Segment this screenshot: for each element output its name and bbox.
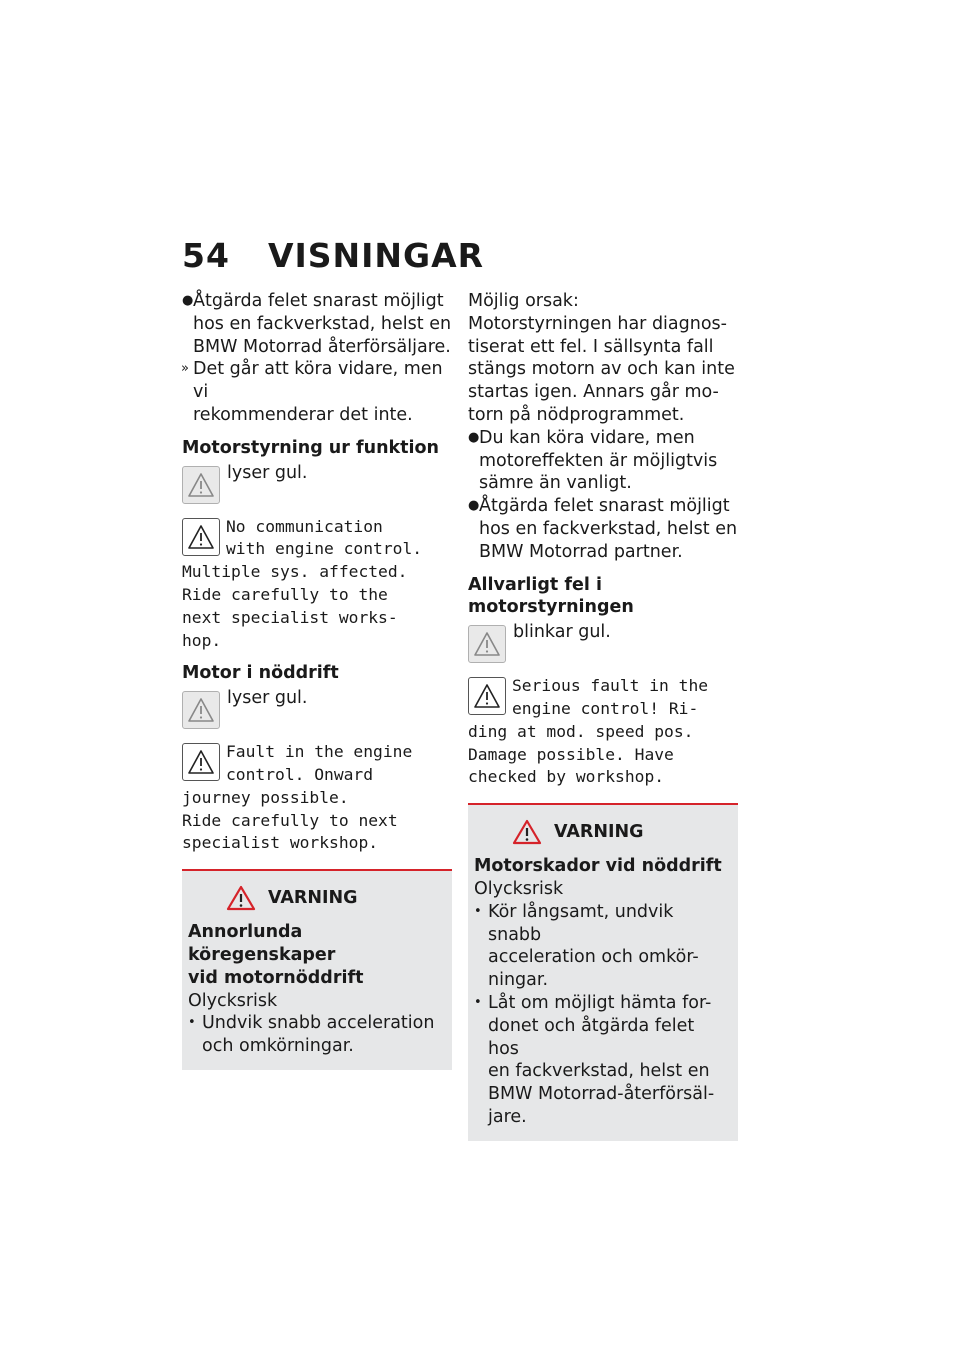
indicator-row xyxy=(182,687,452,731)
warning-risk: Olycksrisk xyxy=(188,990,278,1011)
line: Låt om möjligt hämta for- xyxy=(488,992,712,1013)
display-line: Serious fault in the xyxy=(512,676,709,696)
warning-light-icon xyxy=(182,691,220,729)
warning-label: VARNING xyxy=(268,887,358,908)
display-line: engine control! Ri- xyxy=(512,698,699,718)
line: stängs motorn av och kan inte xyxy=(468,359,735,380)
line: hos en fackverkstad, helst en xyxy=(193,313,452,334)
page-header xyxy=(182,236,484,275)
list-item xyxy=(182,290,452,358)
display-line: with engine control. xyxy=(226,539,423,559)
bullet-icon: ● xyxy=(468,429,480,445)
warning-box xyxy=(468,803,738,1141)
right-column xyxy=(468,290,738,1141)
line: Du kan köra vidare, men xyxy=(479,427,695,448)
line: Undvik snabb acceleration xyxy=(202,1013,435,1034)
warning-header xyxy=(226,885,444,911)
line: tiserat ett fel. I sällsynta fall xyxy=(468,336,714,357)
line: acceleration och omkör- xyxy=(488,947,699,968)
line: och omkörningar. xyxy=(202,1036,354,1057)
warning-triangle-icon xyxy=(182,743,220,781)
line: torn på nödprogrammet. xyxy=(468,404,685,425)
warning-risk: Olycksrisk xyxy=(474,878,564,899)
display-line: hop. xyxy=(182,630,222,650)
section-title: VISNINGAR xyxy=(267,236,485,275)
display-message xyxy=(182,741,452,855)
list-item xyxy=(468,495,738,563)
display-line: No communication xyxy=(226,516,383,536)
line: ningar. xyxy=(488,970,549,991)
warning-header xyxy=(512,819,730,845)
warning-light-icon xyxy=(182,466,220,504)
list-item xyxy=(182,358,452,426)
display-line: Multiple sys. affected. xyxy=(182,562,408,582)
warning-light-icon xyxy=(468,625,506,663)
line: jare. xyxy=(488,1106,527,1127)
line: Kör långsamt, undvik snabb xyxy=(488,901,674,945)
warning-triangle-icon xyxy=(182,518,220,556)
bullet-icon: • xyxy=(188,1015,196,1031)
line: BMW Motorrad återförsäljare. xyxy=(193,336,451,357)
display-line: specialist workshop. xyxy=(182,833,379,853)
display-line: Fault in the engine xyxy=(226,742,413,762)
indicator-text: lyser gul. xyxy=(227,688,308,709)
line: Det går att köra vidare, men vi xyxy=(193,359,443,403)
warning-title: Motorskador vid nöddrift xyxy=(474,856,722,877)
warning-triangle-icon xyxy=(468,677,506,715)
warning-box xyxy=(182,869,452,1070)
line: motoreffekten är möjligtvis xyxy=(479,450,718,471)
warning-label: VARNING xyxy=(554,821,644,842)
bullet-icon: ● xyxy=(468,498,480,514)
indicator-row xyxy=(182,462,452,506)
line: Möjlig orsak: xyxy=(468,291,579,311)
list-item xyxy=(188,1012,444,1058)
line: rekommenderar det inte. xyxy=(193,404,413,425)
line: Åtgärda felet snarast möjligt xyxy=(193,291,444,311)
display-message xyxy=(182,516,452,653)
indicator-text: lyser gul. xyxy=(227,462,308,483)
line: Motorstyrningen har diagnos- xyxy=(468,313,727,334)
section-heading: Motorstyrning ur funktion xyxy=(182,437,440,458)
warning-title: vid motornöddrift xyxy=(188,967,364,988)
display-line: journey possible. xyxy=(182,787,349,807)
line: Åtgärda felet snarast möjligt xyxy=(479,496,730,517)
display-line: ding at mod. speed pos. xyxy=(468,721,694,741)
display-line: Damage possible. Have xyxy=(468,744,674,764)
indicator-text: blinkar gul. xyxy=(513,622,611,643)
line: en fackverkstad, helst en xyxy=(488,1061,710,1082)
display-line: Ride carefully to next xyxy=(182,810,398,830)
display-line: Ride carefully to the xyxy=(182,584,388,604)
list-item xyxy=(468,427,738,495)
line: donet och åtgärda felet hos xyxy=(488,1015,695,1059)
bullet-icon: • xyxy=(474,903,482,919)
line: BMW Motorrad partner. xyxy=(479,541,683,562)
indicator-row xyxy=(468,621,738,665)
display-line: control. Onward xyxy=(226,764,374,784)
page-number: 54 xyxy=(182,236,230,275)
line: BMW Motorrad-återförsäl- xyxy=(488,1084,715,1105)
list-item xyxy=(474,901,730,992)
list-item xyxy=(474,992,730,1129)
section-heading: Allvarligt fel i motorstyrningen xyxy=(468,574,634,618)
left-column xyxy=(182,290,452,1070)
line: startas igen. Annars går mo- xyxy=(468,382,719,403)
display-message xyxy=(468,675,738,789)
bullet-icon: ● xyxy=(182,293,194,308)
cause-paragraph xyxy=(468,290,738,427)
line: sämre än vanligt. xyxy=(479,473,632,494)
line: hos en fackverkstad, helst en xyxy=(479,518,738,539)
warning-red-triangle-icon xyxy=(226,885,256,911)
warning-title: Annorlunda köregenskaper xyxy=(188,922,336,965)
bullet-icon: • xyxy=(474,994,482,1010)
warning-red-triangle-icon xyxy=(512,819,542,845)
display-line: next specialist works- xyxy=(182,607,398,627)
display-line: checked by workshop. xyxy=(468,767,665,787)
section-heading: Motor i nöddrift xyxy=(182,663,339,684)
arrow-icon: » xyxy=(181,361,189,377)
